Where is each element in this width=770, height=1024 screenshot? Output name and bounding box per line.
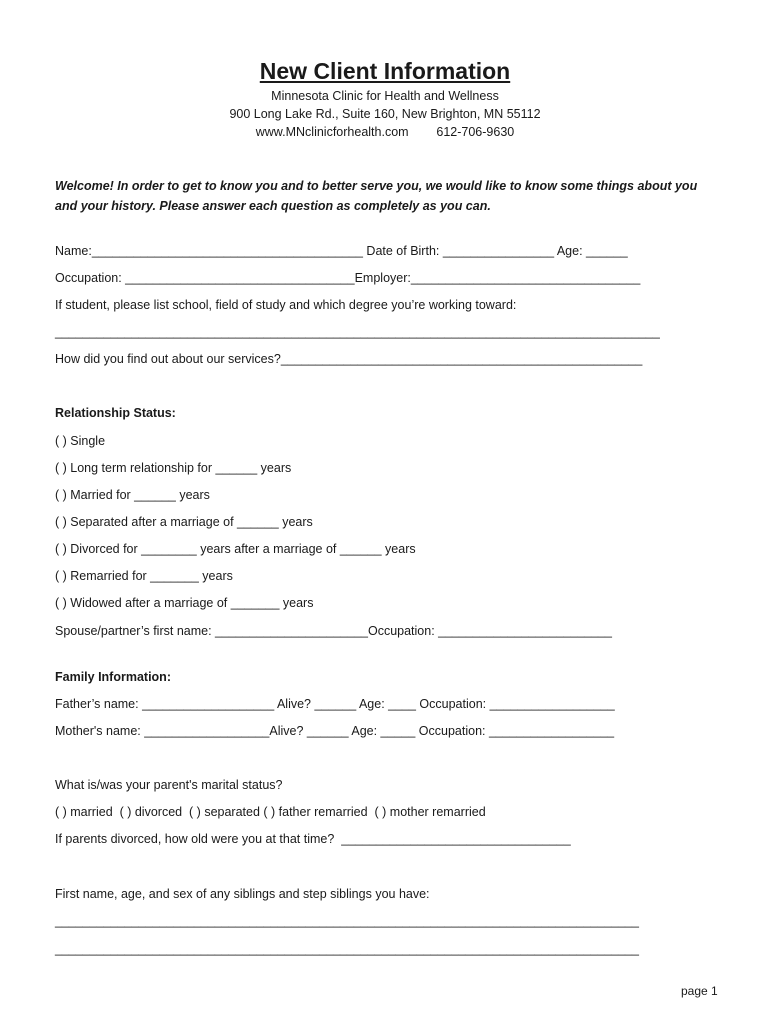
- relationship-option[interactable]: ( ) Remarried for _______ years: [55, 569, 233, 583]
- parents-marital-options[interactable]: ( ) married ( ) divorced ( ) separated ( ) father remarried ( ) mother remarried: [55, 805, 486, 819]
- father-field[interactable]: Father’s name: ___________________ Alive? ______ Age: ____ Occupation: __________________: [55, 697, 615, 711]
- intro-line-2: and your history. Please answer each question as completely as you can.: [55, 199, 491, 213]
- siblings-field[interactable]: ____________________________________________________________________________________: [55, 914, 639, 928]
- occupation-field[interactable]: Occupation: _________________________________Employer:_________________________________: [55, 271, 641, 285]
- mother-field[interactable]: Mother's name: __________________Alive? ______ Age: _____ Occupation: __________________: [55, 724, 615, 738]
- siblings-question: First name, age, and sex of any siblings and step siblings you have:: [55, 887, 430, 901]
- family-heading: Family Information:: [55, 670, 171, 684]
- student-question: If student, please list school, field of study and which degree you’re working toward:: [55, 298, 517, 312]
- siblings-field[interactable]: ____________________________________________________________________________________: [55, 942, 639, 956]
- name-field[interactable]: Name:_______________________________________ Date of Birth: ________________ Age: ______: [55, 244, 628, 258]
- relationship-option[interactable]: ( ) Married for ______ years: [55, 488, 210, 502]
- clinic-phone: 612-706-9630: [436, 125, 515, 139]
- clinic-address: 900 Long Lake Rd., Suite 160, New Brighton, MN 55112: [229, 107, 541, 121]
- relationship-option[interactable]: ( ) Widowed after a marriage of _______ years: [55, 596, 314, 610]
- spouse-field[interactable]: Spouse/partner’s first name: ______________________Occupation: _________________________: [55, 624, 612, 638]
- relationship-option[interactable]: ( ) Divorced for ________ years after a marriage of ______ years: [55, 542, 416, 556]
- parents-marital-question: What is/was your parent's marital status?: [55, 778, 283, 792]
- divorce-age-field[interactable]: If parents divorced, how old were you at that time? _________________________________: [55, 832, 571, 846]
- relationship-heading: Relationship Status:: [55, 406, 176, 420]
- referral-field[interactable]: How did you find out about our services?____________________________________________________: [55, 352, 643, 366]
- page-number: page 1: [681, 984, 718, 998]
- intro-line-1: Welcome! In order to get to know you and to better serve you, we would like to know some things about you: [55, 179, 698, 193]
- page-title: New Client Information: [259, 58, 511, 84]
- student-answer-field[interactable]: _______________________________________________________________________________________: [55, 325, 660, 339]
- clinic-contact: [0, 125, 770, 139]
- relationship-option[interactable]: ( ) Long term relationship for ______ years: [55, 461, 292, 475]
- clinic-website: www.MNclinicforhealth.com: [255, 125, 409, 139]
- clinic-name: Minnesota Clinic for Health and Wellness: [271, 89, 499, 103]
- relationship-option[interactable]: ( ) Separated after a marriage of ______ years: [55, 515, 313, 529]
- relationship-option[interactable]: ( ) Single: [55, 434, 106, 448]
